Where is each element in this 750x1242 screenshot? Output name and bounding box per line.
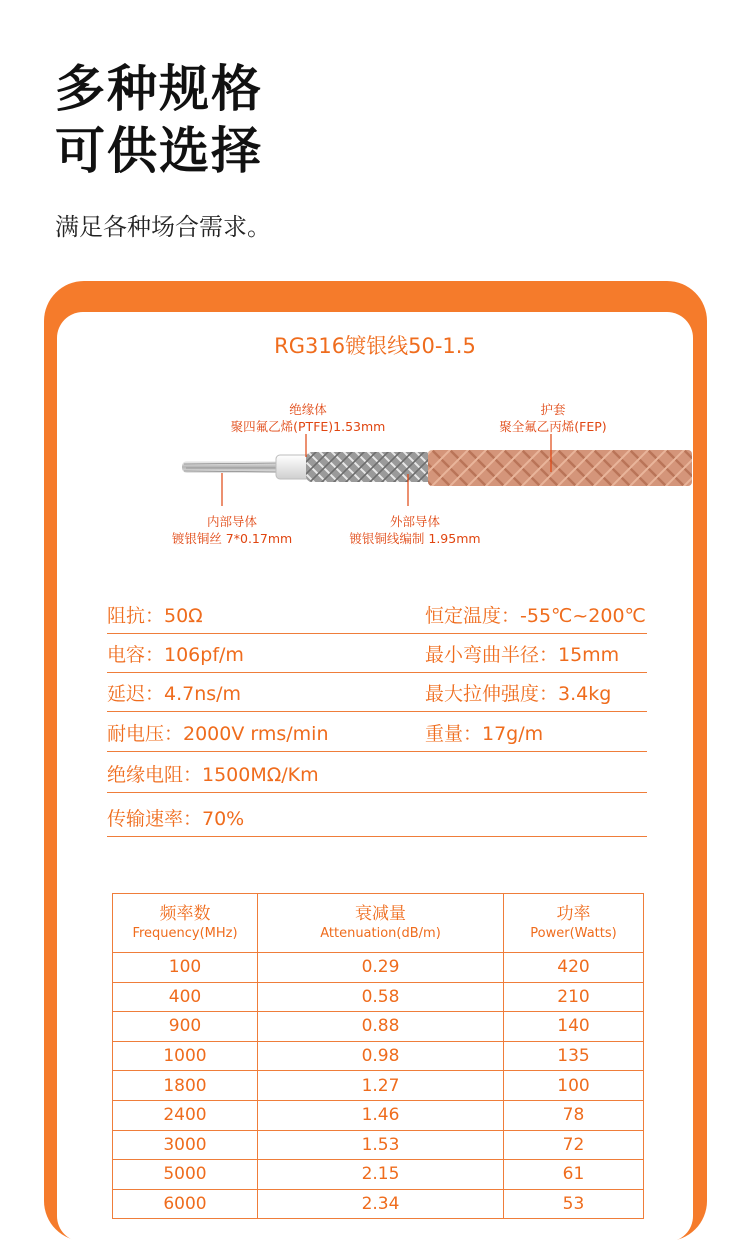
- cell-frequency: 900: [113, 1012, 258, 1042]
- spec-row: [107, 632, 647, 673]
- cell-frequency: 1800: [113, 1071, 258, 1101]
- callout-inner-conductor: [160, 513, 304, 547]
- callout-inner-detail: 镀银铜丝 7*0.17mm: [171, 531, 293, 546]
- cell-power: 100: [504, 1071, 644, 1101]
- cable-illustration: [0, 0, 750, 600]
- cell-frequency: 100: [113, 953, 258, 983]
- spec-left: 延迟：4.7ns/m: [107, 683, 242, 705]
- column-header: [504, 894, 644, 953]
- column-header: [258, 894, 504, 953]
- cell-attenuation: 1.27: [258, 1071, 504, 1101]
- callout-outer-conductor: [340, 513, 490, 547]
- outer-conductor-shape: [306, 452, 434, 482]
- column-header: [113, 894, 258, 953]
- cell-power: 135: [504, 1041, 644, 1071]
- cell-power: 72: [504, 1130, 644, 1160]
- cell-frequency: 400: [113, 982, 258, 1012]
- table-row: [113, 1071, 644, 1101]
- spec-left: 绝缘电阻：1500MΩ/Km: [107, 764, 319, 786]
- table-row: [113, 1012, 644, 1042]
- column-header-zh: 衰减量: [355, 904, 406, 924]
- spec-left: 阻抗：50Ω: [107, 605, 203, 627]
- cell-attenuation: 2.15: [258, 1160, 504, 1190]
- page-subtitle: 满足各种场合需求。: [55, 213, 271, 241]
- cell-power: 420: [504, 953, 644, 983]
- cell-power: 61: [504, 1160, 644, 1190]
- cell-attenuation: 0.29: [258, 953, 504, 983]
- cell-attenuation: 2.34: [258, 1189, 504, 1219]
- spec-right: 恒定温度：-55℃~200℃: [425, 605, 646, 627]
- column-header-en: Frequency(MHz): [132, 926, 238, 941]
- cell-frequency: 5000: [113, 1160, 258, 1190]
- cell-power: 140: [504, 1012, 644, 1042]
- table-row: [113, 982, 644, 1012]
- table-row: [113, 1189, 644, 1219]
- callout-insulation: [222, 401, 394, 435]
- spec-left: 电容：106pf/m: [107, 644, 244, 666]
- table-row: [113, 1160, 644, 1190]
- insulation-shape: [276, 455, 310, 479]
- spec-row: [107, 796, 647, 837]
- spec-right: 最小弯曲半径：15mm: [425, 644, 620, 666]
- callout-insulation-name: 绝缘体: [289, 402, 327, 417]
- spec-row: [107, 671, 647, 712]
- cell-attenuation: 1.46: [258, 1100, 504, 1130]
- spec-row: [107, 593, 647, 634]
- cell-frequency: 6000: [113, 1189, 258, 1219]
- cell-attenuation: 1.53: [258, 1130, 504, 1160]
- table-row: [113, 1130, 644, 1160]
- spec-right: 最大拉伸强度：3.4kg: [425, 683, 612, 705]
- callout-insulation-detail: 聚四氟乙烯(PTFE)1.53mm: [230, 419, 386, 434]
- title-line-1: 多种规格: [55, 60, 263, 118]
- cell-attenuation: 0.58: [258, 982, 504, 1012]
- spec-left: 传输速率：70%: [107, 808, 245, 830]
- title-line-2: 可供选择: [55, 122, 263, 180]
- table-row: [113, 953, 644, 983]
- table-row: [113, 1041, 644, 1071]
- spec-right: 重量：17g/m: [425, 723, 544, 745]
- callout-inner-name: 内部导体: [206, 514, 257, 529]
- column-header-zh: 功率: [556, 904, 591, 924]
- callout-jacket-name: 护套: [540, 402, 566, 417]
- column-header-en: Attenuation(dB/m): [320, 926, 441, 941]
- cell-frequency: 2400: [113, 1100, 258, 1130]
- spec-row: [107, 752, 647, 793]
- column-header-en: Power(Watts): [530, 926, 617, 941]
- attenuation-table: [112, 893, 644, 1219]
- cell-attenuation: 0.88: [258, 1012, 504, 1042]
- callout-outer-name: 外部导体: [389, 514, 440, 529]
- callout-jacket-detail: 聚全氟乙丙烯(FEP): [499, 419, 607, 434]
- cell-power: 210: [504, 982, 644, 1012]
- cell-power: 78: [504, 1100, 644, 1130]
- table-header-row: [113, 894, 644, 953]
- product-title: RG316镀银线50-1.5: [274, 334, 476, 358]
- cell-power: 53: [504, 1189, 644, 1219]
- jacket-shape: [428, 450, 692, 486]
- table-row: [113, 1100, 644, 1130]
- cell-attenuation: 0.98: [258, 1041, 504, 1071]
- cell-frequency: 1000: [113, 1041, 258, 1071]
- callout-jacket: [478, 401, 628, 435]
- column-header-zh: 频率数: [159, 904, 211, 924]
- spec-left: 耐电压：2000V rms/min: [107, 723, 329, 745]
- callout-outer-detail: 镀银铜线编制 1.95mm: [349, 531, 481, 546]
- spec-row: [107, 711, 647, 752]
- cell-frequency: 3000: [113, 1130, 258, 1160]
